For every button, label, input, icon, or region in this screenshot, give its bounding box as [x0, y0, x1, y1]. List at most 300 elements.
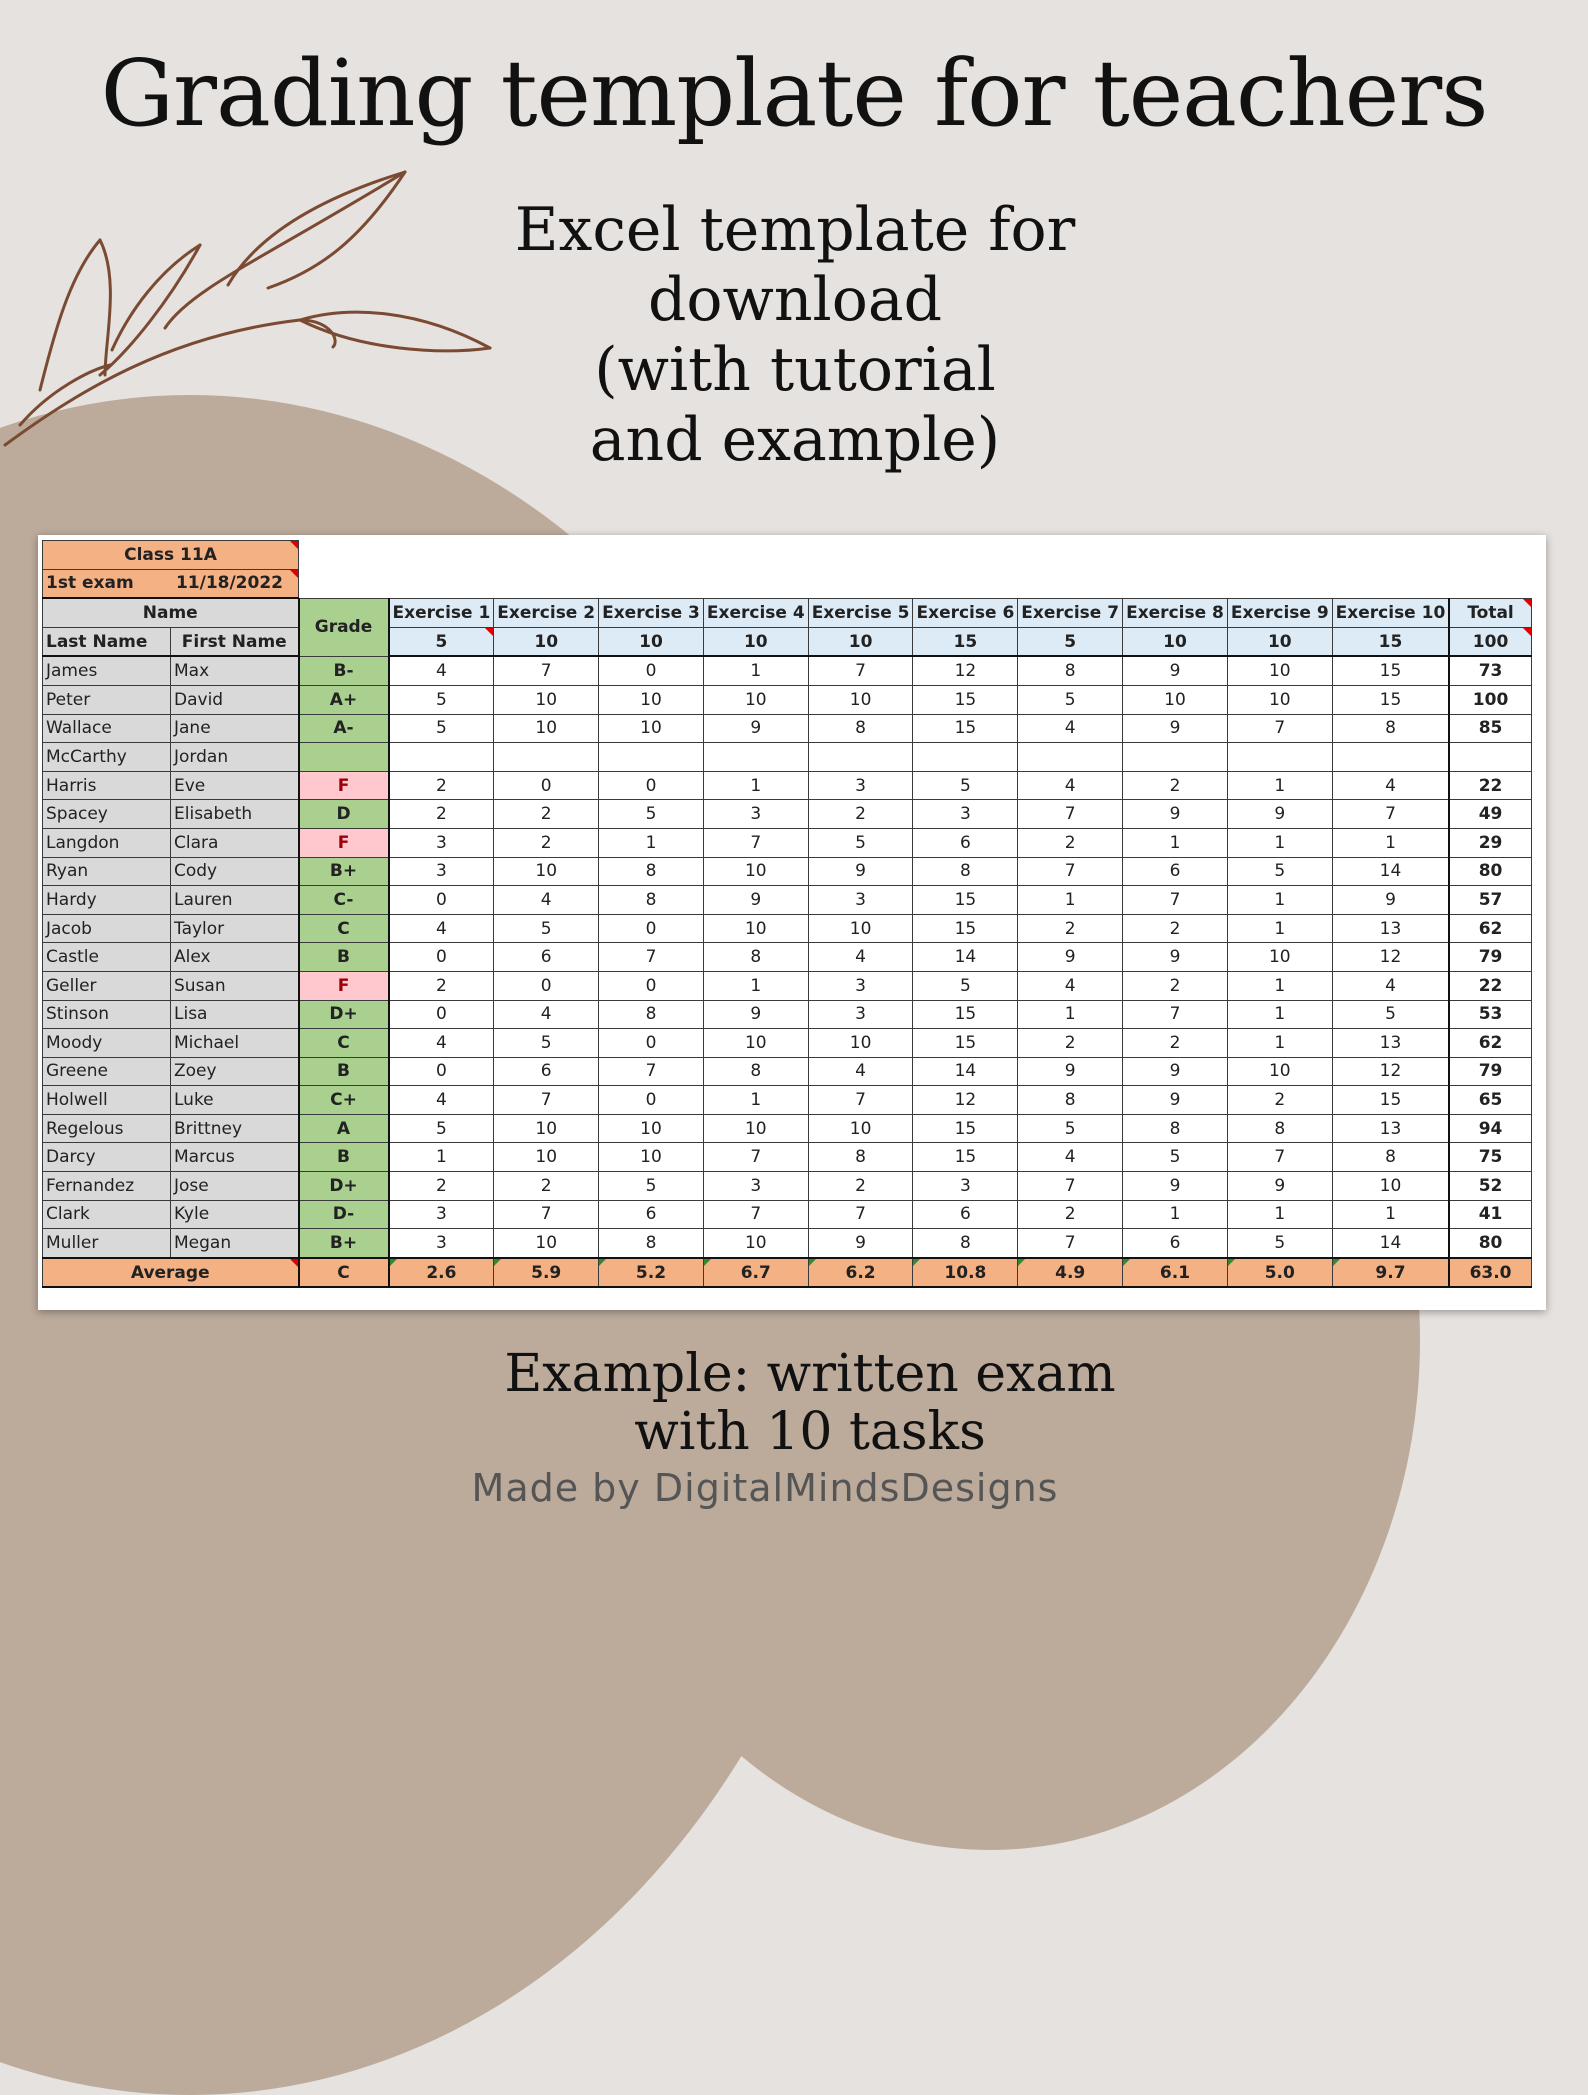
score-cell[interactable]: 3: [808, 886, 913, 915]
score-cell[interactable]: 15: [913, 685, 1018, 714]
first-name-header[interactable]: First Name: [171, 627, 299, 656]
score-cell[interactable]: 7: [808, 656, 913, 685]
first-name-cell[interactable]: Kyle: [171, 1200, 299, 1229]
last-name-cell[interactable]: Greene: [43, 1057, 171, 1086]
score-cell[interactable]: 10: [494, 1229, 599, 1258]
score-cell[interactable]: 8: [1018, 1086, 1123, 1115]
average-score-cell[interactable]: 6.2: [808, 1258, 913, 1288]
score-cell[interactable]: 7: [1018, 857, 1123, 886]
score-cell[interactable]: 10: [494, 714, 599, 743]
average-score-cell[interactable]: 5.0: [1227, 1258, 1332, 1288]
score-cell[interactable]: 8: [913, 1229, 1018, 1258]
score-cell[interactable]: 2: [389, 800, 494, 829]
score-cell[interactable]: 10: [703, 1114, 808, 1143]
class-label[interactable]: Class 11A: [43, 541, 299, 570]
total-cell[interactable]: 79: [1449, 943, 1531, 972]
score-cell[interactable]: [913, 743, 1018, 772]
score-cell[interactable]: 3: [703, 1172, 808, 1201]
last-name-cell[interactable]: Castle: [43, 943, 171, 972]
score-cell[interactable]: 4: [494, 1000, 599, 1029]
score-cell[interactable]: 15: [913, 914, 1018, 943]
grade-cell[interactable]: C-: [299, 886, 389, 915]
score-cell[interactable]: 4: [1018, 971, 1123, 1000]
score-cell[interactable]: 1: [703, 1086, 808, 1115]
score-cell[interactable]: 8: [1018, 656, 1123, 685]
score-cell[interactable]: 5: [494, 1029, 599, 1058]
grade-cell[interactable]: C: [299, 1029, 389, 1058]
grade-cell[interactable]: B+: [299, 857, 389, 886]
score-cell[interactable]: 10: [494, 857, 599, 886]
last-name-cell[interactable]: Stinson: [43, 1000, 171, 1029]
average-score-cell[interactable]: 6.7: [703, 1258, 808, 1288]
grade-cell[interactable]: B+: [299, 1229, 389, 1258]
first-name-cell[interactable]: Taylor: [171, 914, 299, 943]
score-cell[interactable]: 9: [808, 1229, 913, 1258]
score-cell[interactable]: 1: [703, 771, 808, 800]
exercise-max-points[interactable]: 10: [494, 627, 599, 656]
score-cell[interactable]: 1: [1227, 971, 1332, 1000]
exercise-max-points[interactable]: 15: [1332, 627, 1449, 656]
score-cell[interactable]: 5: [913, 771, 1018, 800]
score-cell[interactable]: 1: [1227, 771, 1332, 800]
score-cell[interactable]: 2: [1018, 828, 1123, 857]
score-cell[interactable]: 8: [1123, 1114, 1228, 1143]
last-name-header[interactable]: Last Name: [43, 627, 171, 656]
exercise-header[interactable]: Exercise 2: [494, 598, 599, 627]
last-name-cell[interactable]: Peter: [43, 685, 171, 714]
first-name-cell[interactable]: Marcus: [171, 1143, 299, 1172]
exercise-max-points[interactable]: 10: [599, 627, 704, 656]
score-cell[interactable]: 3: [389, 1229, 494, 1258]
score-cell[interactable]: 5: [599, 800, 704, 829]
score-cell[interactable]: 15: [913, 714, 1018, 743]
total-cell[interactable]: 22: [1449, 971, 1531, 1000]
grade-cell[interactable]: C+: [299, 1086, 389, 1115]
last-name-cell[interactable]: Fernandez: [43, 1172, 171, 1201]
score-cell[interactable]: 1: [703, 971, 808, 1000]
score-cell[interactable]: 0: [389, 1057, 494, 1086]
last-name-cell[interactable]: Holwell: [43, 1086, 171, 1115]
score-cell[interactable]: 8: [703, 943, 808, 972]
score-cell[interactable]: 2: [1123, 771, 1228, 800]
score-cell[interactable]: 0: [599, 771, 704, 800]
score-cell[interactable]: 10: [1332, 1172, 1449, 1201]
total-cell[interactable]: 75: [1449, 1143, 1531, 1172]
exercise-max-points[interactable]: 5: [1018, 627, 1123, 656]
score-cell[interactable]: 15: [913, 1000, 1018, 1029]
score-cell[interactable]: 4: [808, 943, 913, 972]
first-name-cell[interactable]: Lauren: [171, 886, 299, 915]
total-max-points[interactable]: 100: [1449, 627, 1531, 656]
score-cell[interactable]: 2: [808, 1172, 913, 1201]
score-cell[interactable]: [1018, 743, 1123, 772]
exercise-header[interactable]: Exercise 3: [599, 598, 704, 627]
score-cell[interactable]: 5: [1227, 857, 1332, 886]
score-cell[interactable]: 2: [494, 1172, 599, 1201]
score-cell[interactable]: 8: [599, 857, 704, 886]
grade-cell[interactable]: D-: [299, 1200, 389, 1229]
score-cell[interactable]: 9: [1123, 800, 1228, 829]
score-cell[interactable]: 10: [1227, 685, 1332, 714]
score-cell[interactable]: 4: [1332, 771, 1449, 800]
name-header[interactable]: Name: [43, 598, 299, 627]
score-cell[interactable]: 14: [1332, 1229, 1449, 1258]
grade-cell[interactable]: F: [299, 971, 389, 1000]
score-cell[interactable]: 9: [1227, 1172, 1332, 1201]
grade-cell[interactable]: B: [299, 1057, 389, 1086]
score-cell[interactable]: 2: [494, 828, 599, 857]
score-cell[interactable]: 9: [1018, 1057, 1123, 1086]
first-name-cell[interactable]: Elisabeth: [171, 800, 299, 829]
score-cell[interactable]: 8: [808, 714, 913, 743]
first-name-cell[interactable]: Jane: [171, 714, 299, 743]
score-cell[interactable]: 4: [1332, 971, 1449, 1000]
score-cell[interactable]: 7: [599, 943, 704, 972]
score-cell[interactable]: 3: [389, 1200, 494, 1229]
last-name-cell[interactable]: Hardy: [43, 886, 171, 915]
grade-cell[interactable]: F: [299, 771, 389, 800]
score-cell[interactable]: 7: [808, 1086, 913, 1115]
score-cell[interactable]: 1: [1332, 1200, 1449, 1229]
total-cell[interactable]: 52: [1449, 1172, 1531, 1201]
score-cell[interactable]: 5: [389, 1114, 494, 1143]
score-cell[interactable]: 7: [494, 656, 599, 685]
score-cell[interactable]: 1: [1227, 1000, 1332, 1029]
score-cell[interactable]: 6: [1123, 857, 1228, 886]
score-cell[interactable]: 7: [1018, 1172, 1123, 1201]
score-cell[interactable]: 7: [494, 1200, 599, 1229]
score-cell[interactable]: 7: [703, 1200, 808, 1229]
score-cell[interactable]: 4: [1018, 1143, 1123, 1172]
score-cell[interactable]: 2: [1018, 1029, 1123, 1058]
last-name-cell[interactable]: Regelous: [43, 1114, 171, 1143]
score-cell[interactable]: 10: [703, 1029, 808, 1058]
grade-cell[interactable]: [299, 743, 389, 772]
first-name-cell[interactable]: Cody: [171, 857, 299, 886]
score-cell[interactable]: 3: [913, 800, 1018, 829]
score-cell[interactable]: 3: [389, 857, 494, 886]
score-cell[interactable]: 6: [913, 828, 1018, 857]
score-cell[interactable]: 5: [1227, 1229, 1332, 1258]
score-cell[interactable]: 2: [389, 1172, 494, 1201]
total-cell[interactable]: 53: [1449, 1000, 1531, 1029]
score-cell[interactable]: 2: [389, 771, 494, 800]
score-cell[interactable]: 10: [494, 1143, 599, 1172]
last-name-cell[interactable]: Darcy: [43, 1143, 171, 1172]
score-cell[interactable]: 5: [808, 828, 913, 857]
exercise-max-points[interactable]: 10: [1123, 627, 1228, 656]
score-cell[interactable]: 6: [1123, 1229, 1228, 1258]
score-cell[interactable]: 0: [389, 886, 494, 915]
exercise-header[interactable]: Exercise 9: [1227, 598, 1332, 627]
score-cell[interactable]: 13: [1332, 914, 1449, 943]
total-cell[interactable]: 22: [1449, 771, 1531, 800]
last-name-cell[interactable]: Clark: [43, 1200, 171, 1229]
last-name-cell[interactable]: Moody: [43, 1029, 171, 1058]
score-cell[interactable]: 3: [389, 828, 494, 857]
score-cell[interactable]: 4: [389, 1086, 494, 1115]
first-name-cell[interactable]: Max: [171, 656, 299, 685]
score-cell[interactable]: 10: [1123, 685, 1228, 714]
total-cell[interactable]: 73: [1449, 656, 1531, 685]
score-cell[interactable]: 1: [389, 1143, 494, 1172]
score-cell[interactable]: 5: [599, 1172, 704, 1201]
score-cell[interactable]: 12: [913, 1086, 1018, 1115]
score-cell[interactable]: 14: [913, 943, 1018, 972]
score-cell[interactable]: 8: [1332, 714, 1449, 743]
score-cell[interactable]: 7: [1123, 1000, 1228, 1029]
score-cell[interactable]: 6: [599, 1200, 704, 1229]
score-cell[interactable]: 9: [1123, 1057, 1228, 1086]
score-cell[interactable]: 15: [1332, 685, 1449, 714]
total-cell[interactable]: [1449, 743, 1531, 772]
score-cell[interactable]: 10: [599, 685, 704, 714]
score-cell[interactable]: 15: [1332, 656, 1449, 685]
score-cell[interactable]: 10: [808, 1029, 913, 1058]
score-cell[interactable]: 5: [494, 914, 599, 943]
score-cell[interactable]: 4: [389, 914, 494, 943]
score-cell[interactable]: 1: [1227, 828, 1332, 857]
score-cell[interactable]: 1: [1227, 1200, 1332, 1229]
score-cell[interactable]: [1123, 743, 1228, 772]
score-cell[interactable]: 2: [1227, 1086, 1332, 1115]
total-cell[interactable]: 94: [1449, 1114, 1531, 1143]
score-cell[interactable]: 5: [1332, 1000, 1449, 1029]
score-cell[interactable]: 5: [389, 714, 494, 743]
score-cell[interactable]: 10: [703, 914, 808, 943]
total-cell[interactable]: 65: [1449, 1086, 1531, 1115]
score-cell[interactable]: 0: [599, 971, 704, 1000]
score-cell[interactable]: 8: [599, 886, 704, 915]
grade-cell[interactable]: A+: [299, 685, 389, 714]
average-grade[interactable]: C: [299, 1258, 389, 1288]
score-cell[interactable]: 8: [703, 1057, 808, 1086]
grade-cell[interactable]: D+: [299, 1000, 389, 1029]
average-score-cell[interactable]: 2.6: [389, 1258, 494, 1288]
last-name-cell[interactable]: Geller: [43, 971, 171, 1000]
score-cell[interactable]: 10: [703, 857, 808, 886]
score-cell[interactable]: 5: [389, 685, 494, 714]
first-name-cell[interactable]: Jordan: [171, 743, 299, 772]
score-cell[interactable]: 5: [1018, 1114, 1123, 1143]
score-cell[interactable]: 15: [913, 1029, 1018, 1058]
score-cell[interactable]: 10: [599, 1143, 704, 1172]
score-cell[interactable]: 5: [1123, 1143, 1228, 1172]
score-cell[interactable]: 10: [808, 1114, 913, 1143]
score-cell[interactable]: 3: [808, 771, 913, 800]
score-cell[interactable]: 2: [389, 971, 494, 1000]
total-cell[interactable]: 49: [1449, 800, 1531, 829]
score-cell[interactable]: 7: [1018, 800, 1123, 829]
exercise-header[interactable]: Exercise 1: [389, 598, 494, 627]
score-cell[interactable]: 6: [913, 1200, 1018, 1229]
score-cell[interactable]: 4: [1018, 714, 1123, 743]
score-cell[interactable]: 7: [703, 828, 808, 857]
score-cell[interactable]: 12: [913, 656, 1018, 685]
score-cell[interactable]: 0: [389, 943, 494, 972]
last-name-cell[interactable]: Ryan: [43, 857, 171, 886]
score-cell[interactable]: 10: [494, 685, 599, 714]
score-cell[interactable]: 9: [703, 886, 808, 915]
exercise-header[interactable]: Exercise 7: [1018, 598, 1123, 627]
score-cell[interactable]: 15: [913, 886, 1018, 915]
score-cell[interactable]: 14: [1332, 857, 1449, 886]
score-cell[interactable]: 4: [389, 656, 494, 685]
score-cell[interactable]: 0: [599, 1086, 704, 1115]
score-cell[interactable]: [808, 743, 913, 772]
first-name-cell[interactable]: Clara: [171, 828, 299, 857]
first-name-cell[interactable]: Michael: [171, 1029, 299, 1058]
score-cell[interactable]: 8: [599, 1000, 704, 1029]
exercise-header[interactable]: Exercise 4: [703, 598, 808, 627]
score-cell[interactable]: 8: [808, 1143, 913, 1172]
grade-cell[interactable]: A: [299, 1114, 389, 1143]
score-cell[interactable]: [494, 743, 599, 772]
grade-cell[interactable]: B: [299, 1143, 389, 1172]
average-score-cell[interactable]: 5.2: [599, 1258, 704, 1288]
exercise-header[interactable]: Exercise 5: [808, 598, 913, 627]
total-cell[interactable]: 41: [1449, 1200, 1531, 1229]
first-name-cell[interactable]: Lisa: [171, 1000, 299, 1029]
average-total[interactable]: 63.0: [1449, 1258, 1531, 1288]
first-name-cell[interactable]: Brittney: [171, 1114, 299, 1143]
score-cell[interactable]: 9: [1123, 943, 1228, 972]
total-cell[interactable]: 79: [1449, 1057, 1531, 1086]
score-cell[interactable]: 2: [808, 800, 913, 829]
score-cell[interactable]: 9: [703, 714, 808, 743]
score-cell[interactable]: 1: [703, 656, 808, 685]
score-cell[interactable]: 2: [1018, 1200, 1123, 1229]
score-cell[interactable]: 0: [599, 656, 704, 685]
score-cell[interactable]: [703, 743, 808, 772]
score-cell[interactable]: 0: [389, 1000, 494, 1029]
score-cell[interactable]: 2: [1123, 971, 1228, 1000]
last-name-cell[interactable]: Wallace: [43, 714, 171, 743]
score-cell[interactable]: 10: [1227, 656, 1332, 685]
score-cell[interactable]: 7: [1123, 886, 1228, 915]
score-cell[interactable]: 10: [1227, 943, 1332, 972]
first-name-cell[interactable]: Alex: [171, 943, 299, 972]
score-cell[interactable]: 4: [494, 886, 599, 915]
total-cell[interactable]: 62: [1449, 1029, 1531, 1058]
score-cell[interactable]: 2: [494, 800, 599, 829]
exercise-header[interactable]: Exercise 8: [1123, 598, 1228, 627]
grade-cell[interactable]: D+: [299, 1172, 389, 1201]
score-cell[interactable]: 10: [808, 914, 913, 943]
score-cell[interactable]: 6: [494, 1057, 599, 1086]
total-cell[interactable]: 62: [1449, 914, 1531, 943]
score-cell[interactable]: 10: [1227, 1057, 1332, 1086]
total-cell[interactable]: 80: [1449, 857, 1531, 886]
score-cell[interactable]: 1: [599, 828, 704, 857]
score-cell[interactable]: 6: [494, 943, 599, 972]
first-name-cell[interactable]: Megan: [171, 1229, 299, 1258]
score-cell[interactable]: 7: [494, 1086, 599, 1115]
score-cell[interactable]: 9: [1123, 1086, 1228, 1115]
first-name-cell[interactable]: Zoey: [171, 1057, 299, 1086]
average-score-cell[interactable]: 6.1: [1123, 1258, 1228, 1288]
score-cell[interactable]: 1: [1227, 914, 1332, 943]
score-cell[interactable]: [1332, 743, 1449, 772]
score-cell[interactable]: 10: [599, 714, 704, 743]
first-name-cell[interactable]: Jose: [171, 1172, 299, 1201]
score-cell[interactable]: 12: [1332, 1057, 1449, 1086]
score-cell[interactable]: 1: [1018, 1000, 1123, 1029]
score-cell[interactable]: 13: [1332, 1114, 1449, 1143]
score-cell[interactable]: 15: [913, 1114, 1018, 1143]
grade-cell[interactable]: D: [299, 800, 389, 829]
exercise-header[interactable]: Exercise 10: [1332, 598, 1449, 627]
score-cell[interactable]: 1: [1018, 886, 1123, 915]
score-cell[interactable]: 10: [703, 1229, 808, 1258]
exam-info-cell[interactable]: [43, 569, 299, 598]
score-cell[interactable]: 2: [1123, 914, 1228, 943]
score-cell[interactable]: 1: [1332, 828, 1449, 857]
score-cell[interactable]: 10: [494, 1114, 599, 1143]
last-name-cell[interactable]: Muller: [43, 1229, 171, 1258]
score-cell[interactable]: 1: [1123, 1200, 1228, 1229]
score-cell[interactable]: 8: [913, 857, 1018, 886]
score-cell[interactable]: 7: [599, 1057, 704, 1086]
score-cell[interactable]: 9: [1123, 656, 1228, 685]
total-header[interactable]: Total: [1449, 598, 1531, 627]
score-cell[interactable]: 3: [808, 971, 913, 1000]
score-cell[interactable]: 12: [1332, 943, 1449, 972]
score-cell[interactable]: 13: [1332, 1029, 1449, 1058]
score-cell[interactable]: 1: [1123, 828, 1228, 857]
score-cell[interactable]: 0: [599, 1029, 704, 1058]
score-cell[interactable]: 9: [1123, 714, 1228, 743]
first-name-cell[interactable]: Eve: [171, 771, 299, 800]
exercise-max-points[interactable]: 10: [1227, 627, 1332, 656]
score-cell[interactable]: 8: [599, 1229, 704, 1258]
last-name-cell[interactable]: McCarthy: [43, 743, 171, 772]
score-cell[interactable]: 3: [913, 1172, 1018, 1201]
score-cell[interactable]: 9: [703, 1000, 808, 1029]
score-cell[interactable]: 15: [913, 1143, 1018, 1172]
exercise-max-points[interactable]: 10: [703, 627, 808, 656]
grade-cell[interactable]: B-: [299, 656, 389, 685]
score-cell[interactable]: 14: [913, 1057, 1018, 1086]
total-cell[interactable]: 100: [1449, 685, 1531, 714]
score-cell[interactable]: 4: [389, 1029, 494, 1058]
exercise-max-points[interactable]: 5: [389, 627, 494, 656]
score-cell[interactable]: [599, 743, 704, 772]
score-cell[interactable]: 10: [808, 685, 913, 714]
score-cell[interactable]: 5: [913, 971, 1018, 1000]
score-cell[interactable]: 5: [1018, 685, 1123, 714]
exercise-max-points[interactable]: 15: [913, 627, 1018, 656]
exercise-header[interactable]: Exercise 6: [913, 598, 1018, 627]
score-cell[interactable]: [389, 743, 494, 772]
score-cell[interactable]: 0: [599, 914, 704, 943]
score-cell[interactable]: 7: [808, 1200, 913, 1229]
exercise-max-points[interactable]: 10: [808, 627, 913, 656]
score-cell[interactable]: [1227, 743, 1332, 772]
score-cell[interactable]: 4: [1018, 771, 1123, 800]
score-cell[interactable]: 8: [1227, 1114, 1332, 1143]
score-cell[interactable]: 3: [703, 800, 808, 829]
last-name-cell[interactable]: Spacey: [43, 800, 171, 829]
grade-cell[interactable]: A-: [299, 714, 389, 743]
score-cell[interactable]: 15: [1332, 1086, 1449, 1115]
grade-header[interactable]: Grade: [299, 598, 389, 656]
first-name-cell[interactable]: Luke: [171, 1086, 299, 1115]
score-cell[interactable]: 2: [1123, 1029, 1228, 1058]
score-cell[interactable]: 7: [1332, 800, 1449, 829]
last-name-cell[interactable]: Jacob: [43, 914, 171, 943]
score-cell[interactable]: 10: [599, 1114, 704, 1143]
